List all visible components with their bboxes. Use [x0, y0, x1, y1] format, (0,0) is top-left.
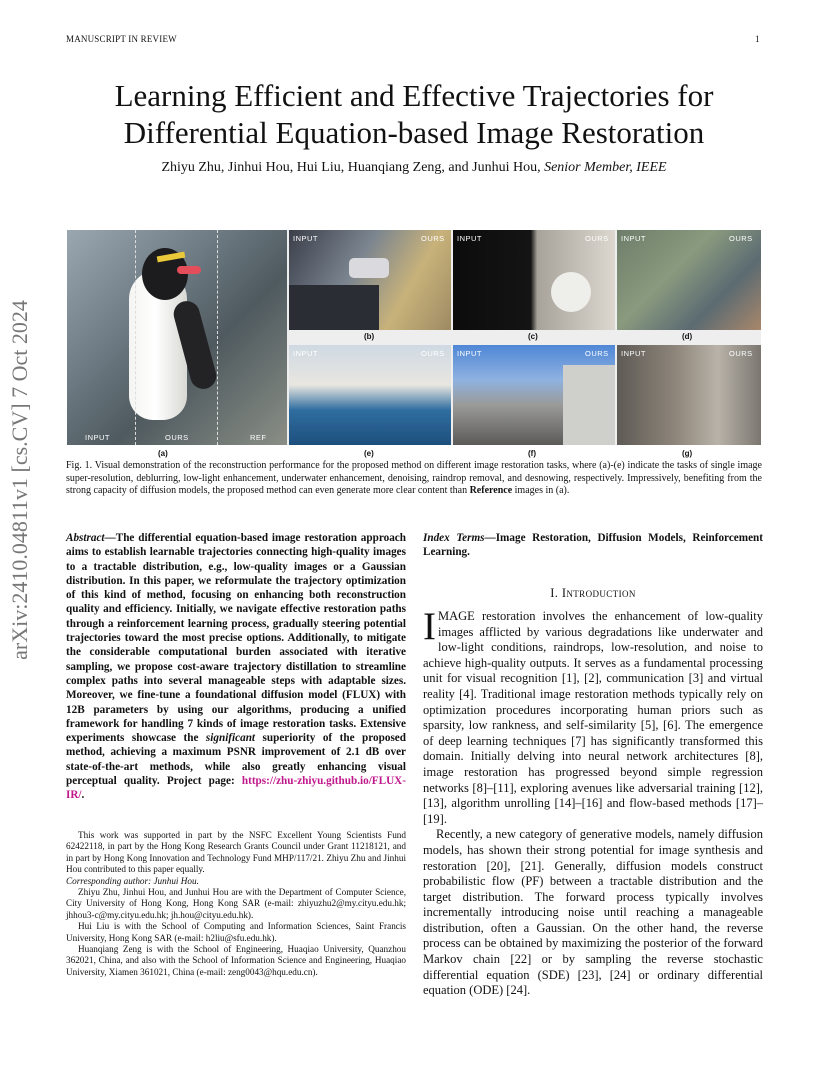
panel-e: INPUT OURS: [289, 345, 451, 445]
footnote-affiliation-cityu: Zhiyu Zhu, Jinhui Hou, and Junhui Hou are with the Department of Computer Science, City University of Hong Kong, Hong Kong SAR (e-mail: zhiyuzhu2@my.cityu.edu.hk; jhhou3-c@my.cityu.edu.hk; jh.hou@cityu.edu.hk).: [66, 887, 406, 920]
tag-ours: OURS: [165, 433, 189, 442]
running-header: MANUSCRIPT IN REVIEW: [66, 34, 177, 44]
sublabel-e: (e): [364, 449, 374, 458]
footnote-corresponding: Corresponding author: Junhui Hou.: [66, 875, 199, 886]
project-page-link[interactable]: https://zhu-zhiyu.github.io/FLUX-IR/: [66, 775, 406, 802]
introduction-body: [423, 605, 763, 999]
panel-d: INPUT OURS: [617, 230, 761, 330]
panel-f: INPUT OURS: [453, 345, 615, 445]
page-number: 1: [755, 34, 760, 44]
panel-g: INPUT OURS: [617, 345, 761, 445]
paper-title: Learning Efficient and Effective Trajectories for Differential Equation-based Image Restoration: [114, 78, 714, 150]
sublabel-g: (g): [682, 449, 693, 458]
sublabel-b: (b): [364, 332, 375, 341]
footnote-affiliation-sfu: Hui Liu is with the School of Computing and Information Sciences, Saint Francis University, Hong Kong SAR (e-mail: h2liu@sfu.edu.hk).: [66, 921, 406, 943]
footnote-affiliation-hqu: Huanqiang Zeng is with the School of Engineering, Huaqiao University, Quanzhou 362021, China, and also with the School of Information Science and Engineering, Huaqiao University, Xiamen 361021, China (e-mail: zeng0043@hqu.edu.cn).: [66, 944, 406, 977]
section-heading: I. Introduction: [550, 586, 636, 600]
teaser-figure: [67, 230, 761, 458]
tag-ref: REF: [250, 433, 267, 442]
sublabel-c: (c): [528, 332, 538, 341]
arxiv-stamp: arXiv:2410.04811v1 [cs.CV] 7 Oct 2024: [7, 300, 32, 660]
intro-paragraph-1: IMAGE restoration involves the enhancement of low-quality images afflicted by various degradations like underwater and low-light conditions, raindrops, low-resolution, and noise to achieve high-quality outputs. It serves as a fundamental processing unit for visual recognition [1], [2], communication [3] and virtual reality [4]. Traditional image restoration methods typically rely on optimization procedures incorporating human priors such as sparsity, low rankness, and self-similarity [5], [6]. The emergence of deep learning techniques [7] has significantly transformed this domain. Initially delving into neural network architectures [8], image restoration has progressed beyond simple regression networks [8]–[11], exploring avenues like adversarial training [12], [13], algorithm unrolling [14]–[16] and flow-based methods [17]–[19].: [423, 605, 763, 826]
tag-input: INPUT: [85, 433, 110, 442]
sublabel-d: (d): [682, 332, 693, 341]
panel-b: INPUT OURS: [289, 230, 451, 330]
figure-caption: Fig. 1. Visual demonstration of the reconstruction performance for the proposed method on different image restoration tasks, where (a)-(e) indicate the tasks of single image super-resolution, deblurring, low-light enhancement, underwater enhancement, denoising, raindrop removal, and desnowing, respectively. Impressively, benefiting from the strong capacity of diffusion models, the proposed method can even generate more clear content than Reference images in (a).: [66, 460, 762, 496]
panel-a: [67, 230, 287, 445]
sublabel-f: (f): [528, 449, 536, 458]
drop-cap: I: [423, 605, 436, 648]
abstract: Abstract—The differential equation-based image restoration approach aims to establish learnable trajectories connecting high-quality images to a tractable distribution, e.g., low-quality images or a Gaussian distribution. In this paper, we reformulate the trajectory optimization of this kind of method, focusing on enhancing both reconstruction quality and efficiency. Initially, we navigate effective restoration paths through a reinforcement learning process, gradually steering potential trajectories toward the most precise options. Additionally, to mitigate the considerable computational burden associated with iterative sampling, we propose cost-aware trajectory distillation to streamline complex paths into several manageable steps with adaptable sizes. Moreover, we fine-tune a foundational diffusion model (FLUX) with 12B parameters by using our algorithms, producing a unified framework for handling 7 kinds of image restoration tasks. Extensive experiments showcase the significant superiority of the proposed method, achieving a maximum PSNR improvement of 2.1 dB over state-of-the-art methods, while also greatly enhancing visual perceptual quality. Project page: https://zhu-zhiyu.github.io/FLUX-IR/.: [66, 532, 406, 802]
footnote-funding: This work was supported in part by the NSFC Excellent Young Scientists Fund 62422118, in part by the Hong Kong Research Grants Council under Grant 11218121, and in part by Hong Kong Innovation and Technology Fund MHP/117/21. Zhiyu Zhu and Jinhui Hou contributed to this paper equally.: [66, 830, 406, 875]
footnotes: [66, 830, 406, 978]
panel-c: INPUT OURS: [453, 230, 615, 330]
intro-paragraph-2: Recently, a new category of generative models, namely diffusion models, has shown their strong potential for image synthesis and restoration [20], [21]. Generally, diffusion models construct probabilistic flow (PF) between a tractable distribution and the target distribution. The forward process typically involves incrementally introducing noise until reaching a manageable distribution, often a Gaussian. On the other hand, the reverse process can be obtained by maximizing the posterior of the forward Markov chain [22] or by sampling the reverse stochastic differential equation (SDE) [23], [24] or ordinary differential equation (ODE) [24].: [423, 827, 763, 998]
sublabel-a: (a): [158, 449, 168, 458]
index-terms: Index Terms—Image Restoration, Diffusion Models, Reinforcement Learning.: [423, 532, 763, 559]
author-list: Zhiyu Zhu, Jinhui Hou, Hui Liu, Huanqiang Zeng, and Junhui Hou, Senior Member, IEEE: [161, 160, 667, 175]
